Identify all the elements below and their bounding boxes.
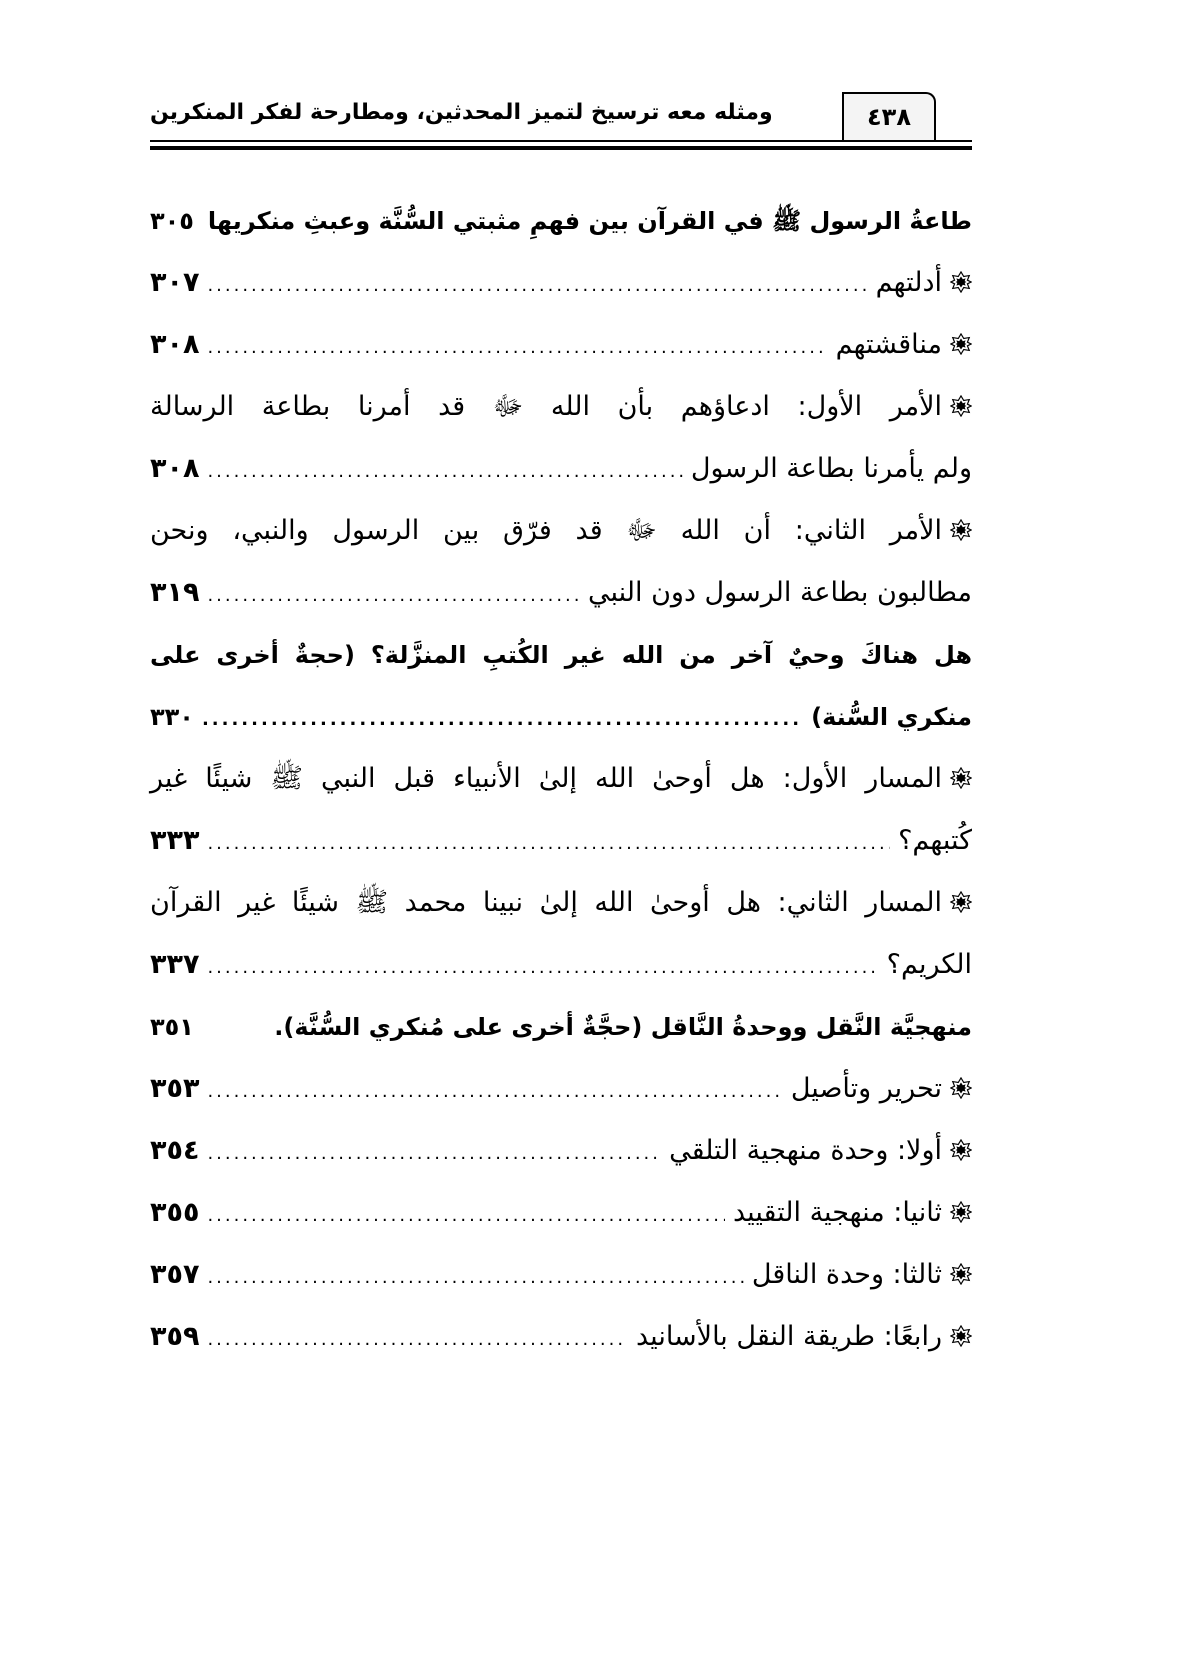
toc-entry-text: الكريم؟ bbox=[886, 949, 972, 980]
star-bullet-icon bbox=[950, 254, 972, 276]
leader-dots bbox=[207, 317, 827, 379]
page-header bbox=[150, 92, 972, 152]
toc-entry[interactable] bbox=[150, 438, 972, 500]
toc-entry[interactable] bbox=[150, 686, 972, 748]
toc-entry-text: كُتبهم؟ bbox=[898, 825, 972, 856]
star-bullet-icon bbox=[950, 1246, 972, 1268]
toc-entry-text: ثالثا: وحدة الناقل bbox=[752, 1244, 972, 1306]
star-bullet-icon bbox=[950, 378, 972, 400]
toc-entry-text: ثانيا: منهجية التقييد bbox=[733, 1182, 972, 1244]
star-bullet-icon bbox=[950, 1184, 972, 1206]
toc-entry-text: منهجيَّة النَّقل ووحدةُ النَّاقل (حجَّةٌ أخرى على مُنكري السُّنَّة). bbox=[274, 1013, 972, 1041]
toc-entry-text: مطالبون بطاعة الرسول دون النبي bbox=[587, 577, 972, 608]
toc-page-number: ٣٠٨ bbox=[150, 453, 200, 484]
leader-dots bbox=[207, 1247, 743, 1309]
toc-entry-text: طاعةُ الرسول ﷺ في القرآن بين فهمِ مثبتي السُّنَّة وعبثِ منكريها bbox=[207, 207, 972, 235]
leader-dots bbox=[207, 441, 682, 503]
toc-page-number: ٣٥٧ bbox=[150, 1259, 200, 1290]
toc-entry[interactable] bbox=[150, 1182, 972, 1244]
star-bullet-icon bbox=[950, 750, 972, 772]
table-of-contents bbox=[150, 190, 972, 1368]
leader-dots bbox=[207, 1185, 725, 1247]
toc-entry-line[interactable] bbox=[150, 748, 972, 810]
leader-dots bbox=[207, 813, 890, 875]
toc-page-number: ٣٠٧ bbox=[150, 267, 200, 298]
page-number: ٤٣٨ bbox=[842, 92, 936, 140]
toc-entry[interactable] bbox=[150, 190, 972, 252]
leader-dots bbox=[202, 689, 803, 751]
toc-page-number: ٣٠٨ bbox=[150, 329, 200, 360]
star-bullet-icon bbox=[950, 1060, 972, 1082]
star-bullet-icon bbox=[950, 1308, 972, 1330]
toc-entry[interactable] bbox=[150, 810, 972, 872]
leader-dots bbox=[207, 1309, 628, 1371]
toc-entry[interactable] bbox=[150, 1058, 972, 1120]
toc-entry-text: أدلتهم bbox=[876, 252, 972, 314]
star-bullet-icon bbox=[950, 316, 972, 338]
running-title: ومثله معه ترسيخ لتميز المحدثين، ومطارحة لفكر المنكرين bbox=[150, 100, 773, 125]
toc-entry-text: الأمر الثاني: أن الله ﷻ قد فرّق بين الرسول والنبي، ونحن bbox=[150, 515, 942, 546]
leader-dots bbox=[207, 937, 878, 999]
toc-page-number: ٣٣٠ bbox=[150, 703, 194, 731]
toc-entry-text: منكري السُّنة) bbox=[811, 703, 972, 731]
star-bullet-icon bbox=[950, 502, 972, 524]
header-rule-thick bbox=[150, 146, 972, 150]
toc-entry-line[interactable] bbox=[150, 872, 972, 934]
toc-entry[interactable] bbox=[150, 934, 972, 996]
toc-page-number: ٣٣٣ bbox=[150, 825, 200, 856]
toc-entry-text: ولم يأمرنا بطاعة الرسول bbox=[690, 453, 972, 484]
star-bullet-icon bbox=[950, 1122, 972, 1144]
toc-entry-line[interactable] bbox=[150, 624, 972, 686]
toc-page-number: ٣٥٥ bbox=[150, 1197, 200, 1228]
toc-entry[interactable] bbox=[150, 1244, 972, 1306]
toc-page-number: ٣٣٧ bbox=[150, 949, 200, 980]
toc-entry[interactable] bbox=[150, 996, 972, 1058]
toc-page-number: ٣٥٣ bbox=[150, 1073, 200, 1104]
toc-entry[interactable] bbox=[150, 252, 972, 314]
toc-entry[interactable] bbox=[150, 1120, 972, 1182]
toc-entry-text: المسار الأول: هل أوحىٰ الله إلىٰ الأنبياء قبل النبي ﷺ شيئًا غير bbox=[150, 763, 942, 794]
toc-page-number: ٣٥١ bbox=[150, 1013, 194, 1041]
leader-dots bbox=[207, 565, 580, 627]
toc-entry-text: رابعًا: طريقة النقل بالأسانيد bbox=[636, 1306, 972, 1368]
toc-entry-text: أولا: وحدة منهجية التلقي bbox=[669, 1120, 972, 1182]
toc-entry[interactable] bbox=[150, 1306, 972, 1368]
toc-entry-line[interactable] bbox=[150, 376, 972, 438]
toc-page-number: ٣٥٤ bbox=[150, 1135, 200, 1166]
toc-entry[interactable] bbox=[150, 562, 972, 624]
toc-entry-text: هل هناكَ وحيٌ آخر من الله غير الكُتبِ المنزَّلة؟ (حجةٌ أخرى على bbox=[150, 641, 972, 669]
toc-entry[interactable] bbox=[150, 314, 972, 376]
leader-dots bbox=[207, 1061, 782, 1123]
toc-entry-text: الأمر الأول: ادعاؤهم بأن الله ﷻ قد أمرنا بطاعة الرسالة bbox=[150, 391, 942, 422]
toc-entry-text: تحرير وتأصيل bbox=[791, 1058, 972, 1120]
leader-dots bbox=[207, 255, 867, 317]
toc-page-number: ٣٠٥ bbox=[150, 207, 194, 235]
toc-entry-text: مناقشتهم bbox=[836, 314, 972, 376]
toc-page-number: ٣١٩ bbox=[150, 577, 200, 608]
toc-entry-text: المسار الثاني: هل أوحىٰ الله إلىٰ نبينا محمد ﷺ شيئًا غير القرآن bbox=[150, 887, 942, 918]
leader-dots bbox=[207, 1123, 661, 1185]
star-bullet-icon bbox=[950, 874, 972, 896]
toc-page-number: ٣٥٩ bbox=[150, 1321, 200, 1352]
toc-entry-line[interactable] bbox=[150, 500, 972, 562]
header-rule bbox=[150, 140, 972, 142]
